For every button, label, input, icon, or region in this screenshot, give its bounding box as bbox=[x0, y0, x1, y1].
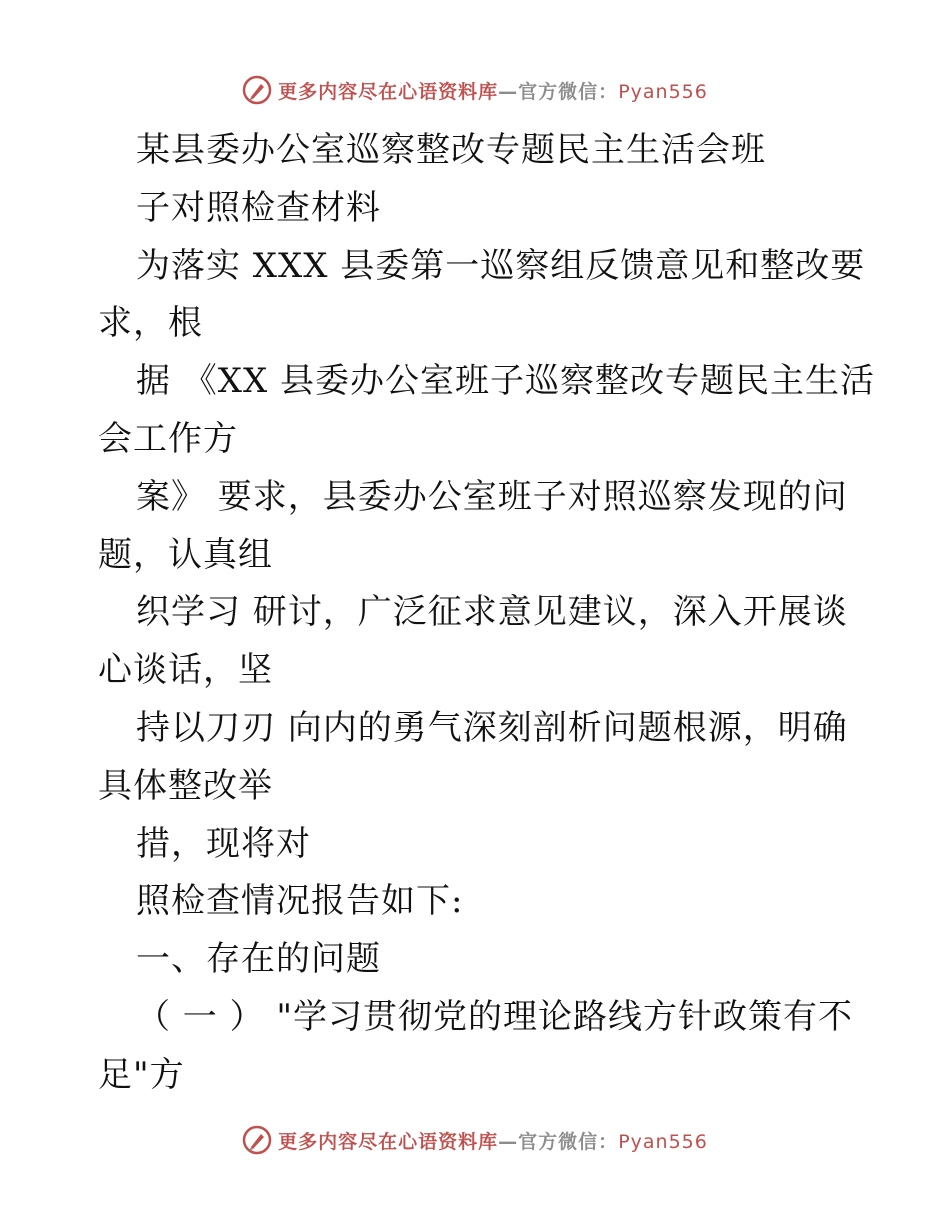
pen-nib-logo-icon bbox=[242, 75, 272, 105]
banner-text bbox=[278, 1127, 708, 1154]
doc-title-line-1: 某县委办公室巡察整改专题民主生活会班 bbox=[136, 130, 766, 170]
doc-paragraph-line: 持以刀刃 向内的勇气深刻剖析问题根源，明确 bbox=[136, 707, 848, 748]
pen-nib-logo-icon bbox=[242, 1125, 272, 1155]
doc-paragraph-line: 为落实 XXX 县委第一巡察组反馈意见和整改要 bbox=[136, 245, 866, 286]
doc-paragraph-line: 求，根 bbox=[98, 303, 203, 344]
doc-title-line-2: 子对照检查材料 bbox=[136, 187, 381, 228]
doc-paragraph-line: 案》 要求，县委办公室班子对照巡察发现的问 bbox=[136, 476, 848, 517]
doc-paragraph-line: 照检查情况报告如下: bbox=[136, 881, 464, 922]
footer-watermark-banner bbox=[0, 1120, 950, 1160]
banner-site-label: 更多内容尽在心语资料库 bbox=[278, 1130, 499, 1153]
section-heading: 一、存在的问题 bbox=[136, 939, 381, 980]
doc-paragraph-line: 措，现将对 bbox=[136, 823, 311, 864]
banner-contact-id: Pyan556 bbox=[618, 1130, 708, 1153]
banner-separator: — bbox=[498, 1130, 519, 1153]
subsection-heading: （ 一 ） "学习贯彻党的理论路线方针政策有不 bbox=[136, 996, 854, 1037]
doc-paragraph-line: 具体整改举 bbox=[98, 765, 273, 806]
doc-paragraph-line: 据 《XX 县委办公室班子巡察整改专题民主生活 bbox=[136, 361, 876, 402]
document-body bbox=[98, 122, 876, 1105]
banner-contact-id: Pyan556 bbox=[618, 80, 708, 103]
banner-site-label: 更多内容尽在心语资料库 bbox=[278, 80, 499, 103]
header-watermark-banner bbox=[0, 70, 950, 110]
doc-paragraph-line: 题，认真组 bbox=[98, 534, 273, 575]
banner-text bbox=[278, 77, 708, 104]
subsection-heading-continued: 足"方 bbox=[98, 1054, 185, 1095]
doc-paragraph-line: 织学习 研讨，广泛征求意见建议，深入开展谈 bbox=[136, 592, 848, 633]
doc-paragraph-line: 心谈话，坚 bbox=[98, 650, 273, 691]
doc-paragraph-line: 会工作方 bbox=[98, 418, 238, 459]
banner-contact-prefix: 官方微信： bbox=[518, 80, 619, 103]
banner-separator: — bbox=[498, 80, 519, 103]
banner-contact-prefix: 官方微信： bbox=[518, 1130, 619, 1153]
